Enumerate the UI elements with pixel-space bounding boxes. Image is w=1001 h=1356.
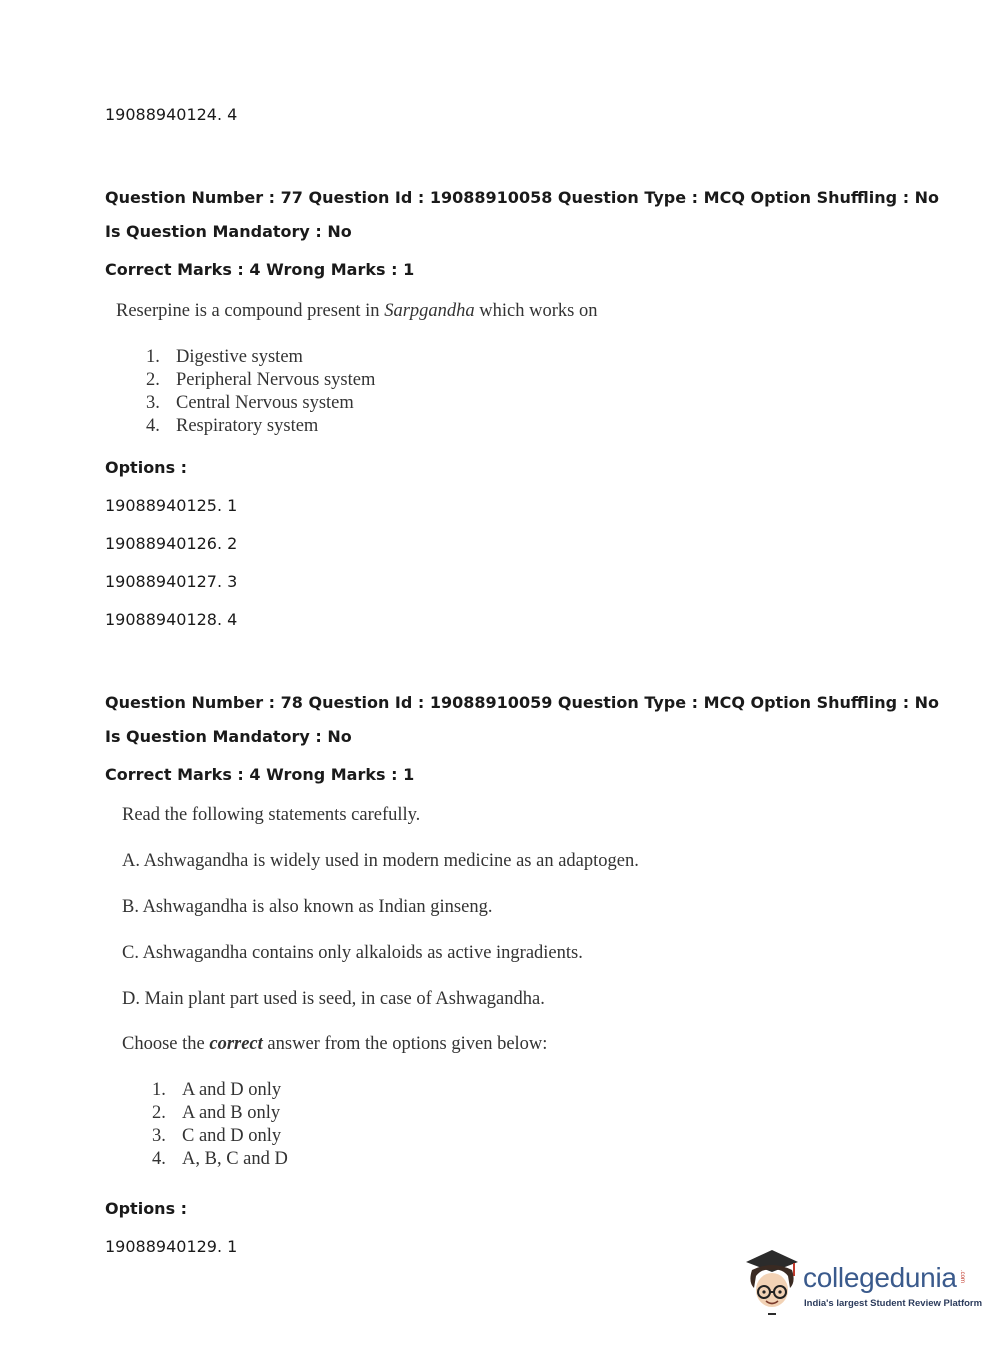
q77-options-label: Options : — [105, 458, 188, 477]
q78-choice: 3. C and D only — [152, 1126, 282, 1146]
q77-option: 19088940128. 4 — [105, 610, 238, 629]
q78-statement: C. Ashwagandha contains only alkaloids as active ingradients. — [122, 943, 583, 963]
q77-choice-list — [146, 346, 375, 438]
mascot-icon — [742, 1248, 802, 1320]
logo-domain: .com — [959, 1270, 965, 1284]
q78-choice: 4. A, B, C and D — [152, 1149, 288, 1169]
q77-mandatory: Is Question Mandatory : No — [105, 222, 352, 241]
q77-choice: 2. Peripheral Nervous system — [146, 370, 376, 390]
q77-stem: Reserpine is a compound present in Sarpgandha which works on — [116, 301, 598, 321]
q78-mandatory: Is Question Mandatory : No — [105, 727, 352, 746]
q78-marks: Correct Marks : 4 Wrong Marks : 1 — [105, 765, 415, 784]
previous-option: 19088940124. 4 — [105, 105, 238, 124]
q77-choice: 1. Digestive system — [146, 347, 303, 367]
q78-choice-list — [152, 1079, 288, 1171]
q77-marks: Correct Marks : 4 Wrong Marks : 1 — [105, 260, 415, 279]
q78-header: Question Number : 78 Question Id : 19088910059 Question Type : MCQ Option Shuffling : No — [105, 693, 940, 712]
logo-wordmark: collegedunia — [803, 1262, 957, 1293]
q77-option: 19088940126. 2 — [105, 534, 238, 553]
collegedunia-logo — [742, 1248, 983, 1320]
q77-option: 19088940127. 3 — [105, 572, 238, 591]
q78-statement: D. Main plant part used is seed, in case of Ashwagandha. — [122, 989, 545, 1009]
q78-statement: B. Ashwagandha is also known as Indian ginseng. — [122, 897, 493, 917]
q78-options-label: Options : — [105, 1199, 188, 1218]
q77-choice: 4. Respiratory system — [146, 416, 319, 436]
q78-choice: 1. A and D only — [152, 1080, 282, 1100]
q78-statement: A. Ashwagandha is widely used in modern medicine as an adaptogen. — [122, 851, 639, 871]
q78-option: 19088940129. 1 — [105, 1237, 238, 1256]
q78-instruction: Choose the correct answer from the options given below: — [122, 1034, 548, 1054]
q78-choice: 2. A and B only — [152, 1103, 281, 1123]
q78-intro: Read the following statements carefully. — [122, 805, 421, 825]
q77-choice: 3. Central Nervous system — [146, 393, 354, 413]
q77-header: Question Number : 77 Question Id : 19088910058 Question Type : MCQ Option Shuffling : No — [105, 188, 940, 207]
q77-option: 19088940125. 1 — [105, 496, 238, 515]
logo-tagline: India's largest Student Review Platform — [804, 1298, 983, 1309]
